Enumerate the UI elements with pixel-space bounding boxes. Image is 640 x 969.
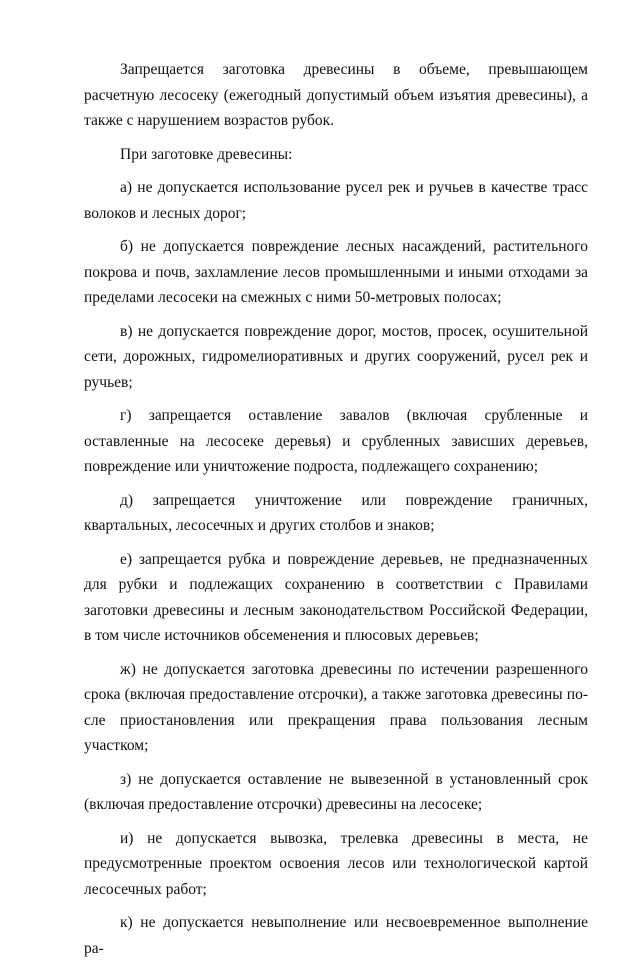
paragraph-list-heading: При заготовке древесины: <box>120 145 293 163</box>
list-item-e: е) запрещается рубка и повреждение деревьев, не предназначенных для рубки и подлежащих сохранению в соответствии с Правилами заготовки древесины и лесным законодательством Российской Федерации, в том числе источников обсеменения и плюсовых деревьев; <box>84 550 588 644</box>
document-body <box>84 57 588 969</box>
list-item-a: а) не допускается использование русел рек и ручьев в качестве трасс волоков и лесных дорог; <box>84 179 588 222</box>
list-item-g: г) запрещается оставление завалов (включая срубленные и оставленные на лесосеке деревья) и срубленных зависших деревьев, повреждение или уничтожение подроста, подлежащего сохранению; <box>84 407 588 475</box>
list-item-i: и) не допускается вывозка, трелевка древесины в места, не предусмотренные проектом освоения лесов или технологической картой лесосечных работ; <box>84 829 588 898</box>
list-item-zh: ж) не допускается заготовка древесины по истечении разрешенного срока (включая предоставление отсрочки), а также заготовка древесины после приостановления или прекращения права пользования лесным участком; <box>84 660 588 754</box>
list-item-d: д) запрещается уничтожение или повреждение граничных, квартальных, лесосечных и других столбов и знаков; <box>84 491 588 534</box>
list-item-k: к) не допускается невыполнение или несвоевременное выполнение ра- <box>84 914 588 957</box>
list-item-b: б) не допускается повреждение лесных насаждений, растительного покрова и почв, захламление лесов промышленными и иными отходами за пределами лесосеки на смежных с ними 50-метровых полосах; <box>84 238 588 306</box>
paragraph-intro: Запрещается заготовка древесины в объеме, превышающем расчетную лесосеку (ежегодный допустимый объем изъятия древесины), а также с нарушением возрастов рубок. <box>84 61 588 129</box>
list-item-z: з) не допускается оставление не вывезенной в установленный срок (включая предоставление отсрочки) древесины на лесосеке; <box>84 770 588 813</box>
list-item-v: в) не допускается повреждение дорог, мостов, просек, осушительной сети, дорожных, гидромелиоративных и других сооружений, русел рек и ручьев; <box>84 322 588 391</box>
